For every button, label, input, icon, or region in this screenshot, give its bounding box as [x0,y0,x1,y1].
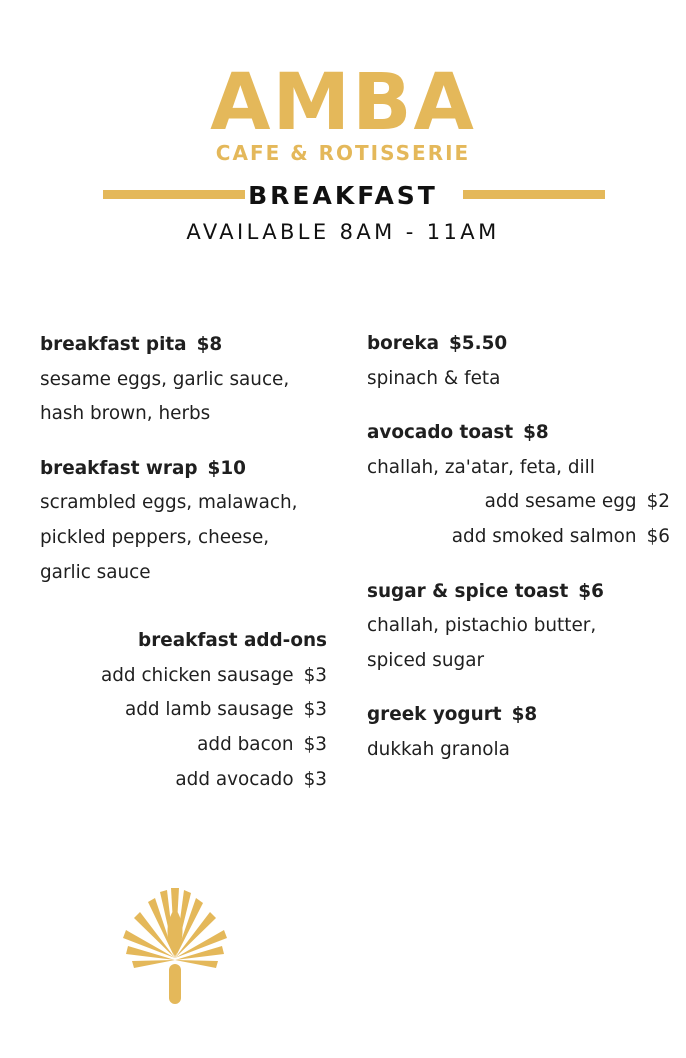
menu-item-name: breakfast pita [40,334,187,355]
menu-item [367,575,670,679]
menu-item-price: $8 [511,704,538,726]
extra-option: add smoked salmon $6 [451,525,670,547]
menu-item-price: $8 [523,422,549,444]
menu-item-description: pickled peppers, cheese, [40,526,270,548]
right-menu-column [367,327,670,788]
palm-tree-icon [120,880,230,1005]
left-menu-column [40,328,327,797]
menu-item-price: $5.50 [448,333,508,354]
menu-item-title [40,452,327,487]
menu-item-description: hash brown, herbs [40,403,211,425]
menu-item-description: scrambled eggs, malawach, [40,492,298,514]
menu-item-description: dukkah granola [367,738,510,760]
addon-option: add avocado $3 [175,768,327,790]
menu-item-title [367,575,670,610]
brand-name: AMBA [210,58,476,148]
menu-item-name: avocado toast [367,422,514,444]
section-title: BREAKFAST [248,181,438,210]
availability-hours: AVAILABLE 8AM - 11AM [186,220,500,244]
menu-item-title [367,327,670,362]
menu-item-description: spinach & feta [367,367,501,389]
menu-item-name: breakfast wrap [40,457,198,479]
menu-item-price: $10 [207,457,246,479]
menu-item-price: $8 [196,334,223,355]
brand-tagline: CAFE & ROTISSERIE [215,141,471,165]
menu-item [40,328,327,432]
menu-item-name: greek yogurt [367,704,502,726]
menu-item-name: boreka [367,333,439,354]
item-extras [367,485,670,554]
menu-item-title [40,328,327,363]
menu-item-description: spiced sugar [367,649,485,671]
menu-item-name: sugar & spice toast [367,580,569,602]
addon-option: add lamb sausage $3 [124,699,327,721]
menu-item-description: sesame eggs, garlic sauce, [40,368,290,390]
menu-item [40,452,327,590]
menu-item-title [367,416,670,451]
addons-title: breakfast add-ons [138,630,327,652]
menu-item [367,416,670,554]
extra-option: add sesame egg $2 [484,491,670,513]
menu-item-title [367,698,670,733]
menu-item-description: challah, pistachio butter, [367,615,597,637]
addons-section [40,624,327,797]
addon-option: add chicken sausage $3 [100,664,327,686]
menu-item-description: challah, za'atar, feta, dill [367,456,595,478]
addon-option: add bacon $3 [197,733,327,755]
menu-item-price: $6 [578,580,604,602]
menu-item [367,327,670,396]
menu-item-description: garlic sauce [40,561,151,583]
menu-item [367,698,670,767]
